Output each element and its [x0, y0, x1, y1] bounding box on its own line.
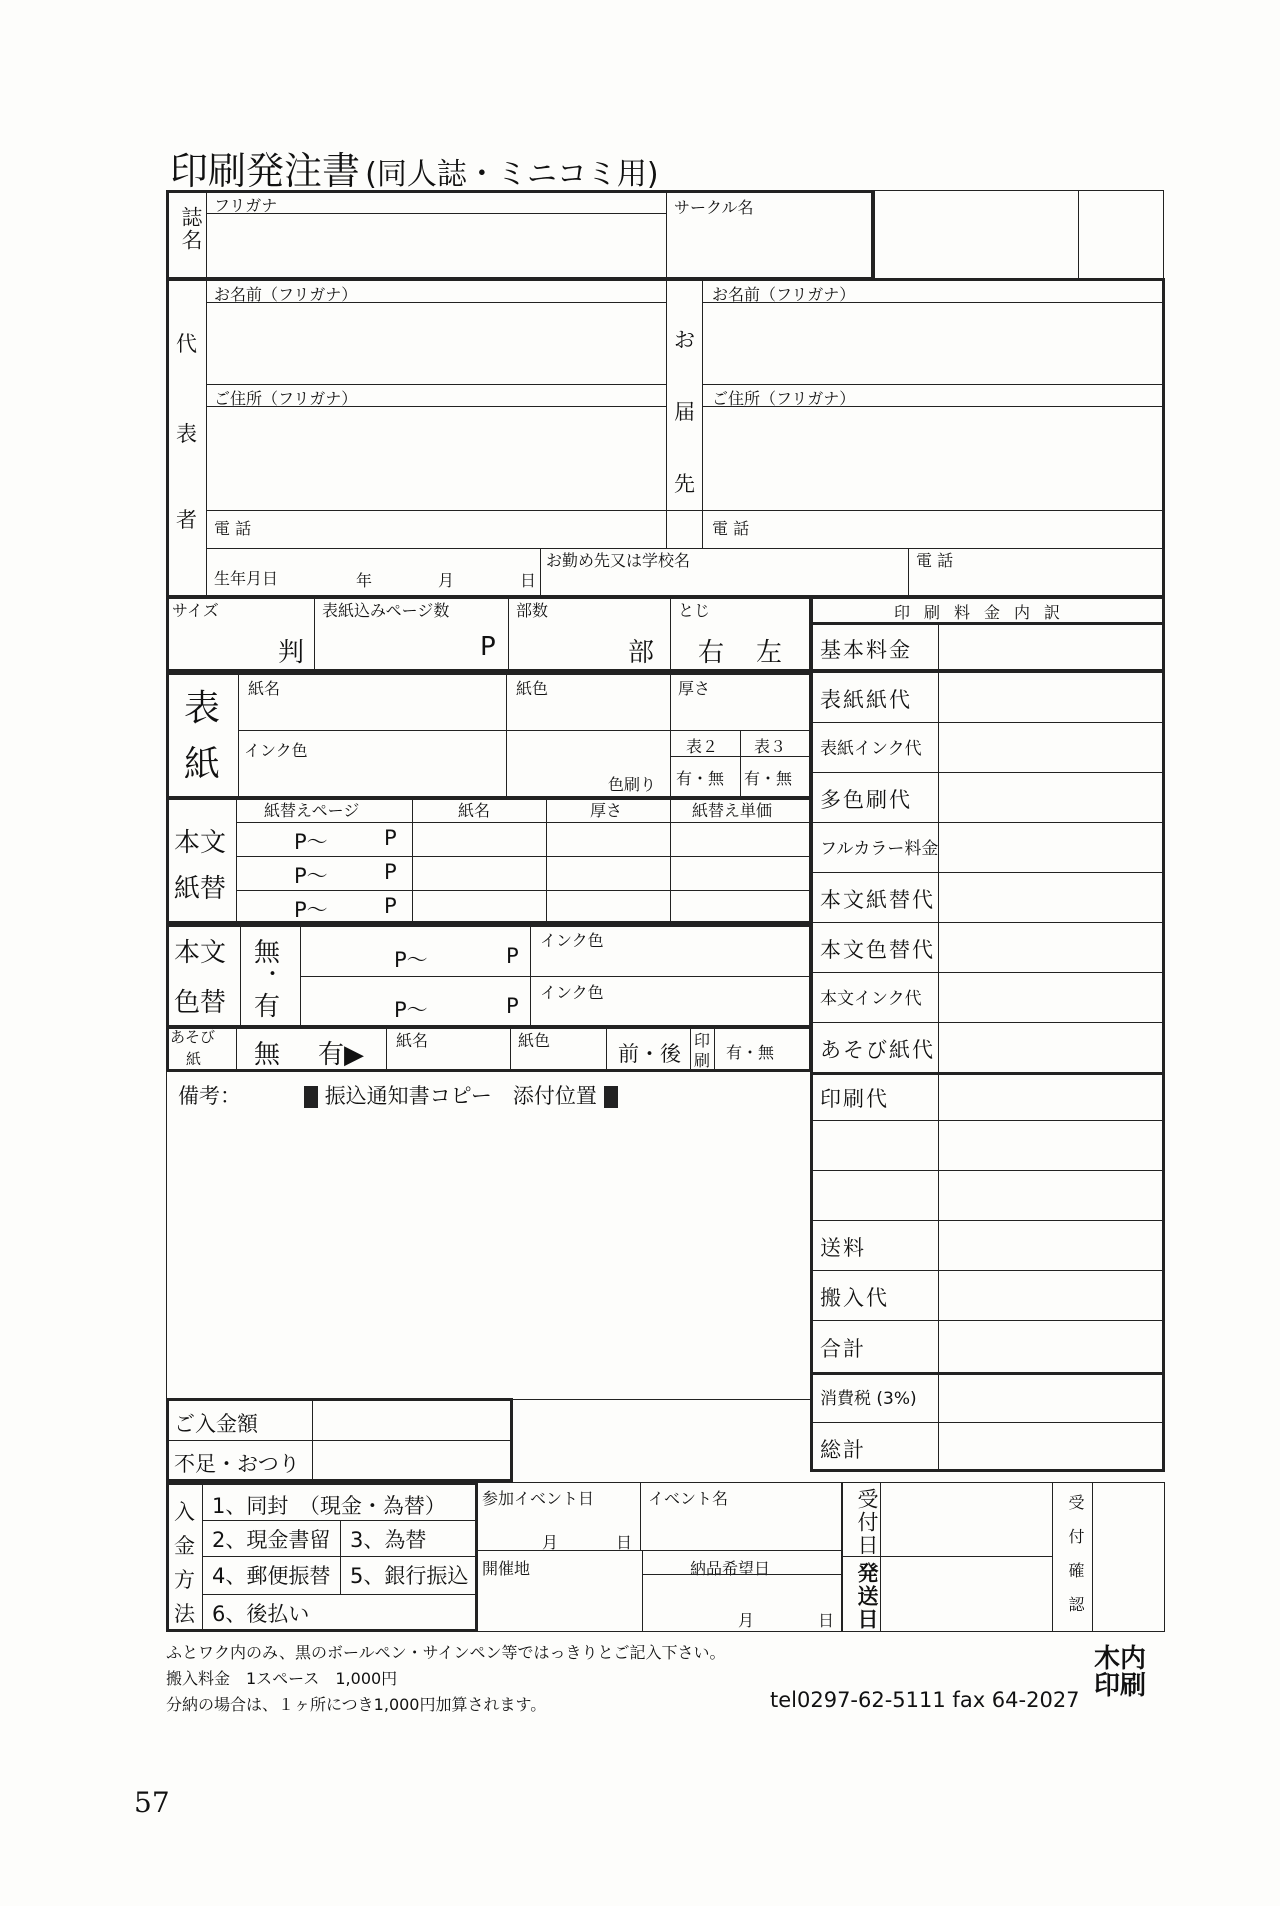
- fee-item-label: 表紙紙代: [820, 688, 912, 712]
- color-row1-ink: インク色: [540, 931, 604, 950]
- color-label-1: 本文: [174, 938, 227, 968]
- binding-right: 右: [698, 638, 725, 668]
- asobi-none: 無: [254, 1040, 281, 1070]
- replace-row1-from: P～: [294, 830, 328, 854]
- circle-name-label: サークル名: [674, 198, 754, 217]
- replace-row2-from: P～: [294, 864, 328, 888]
- method-4: 4、郵便振替: [212, 1564, 331, 1588]
- fee-item-label: 多色刷代: [820, 788, 912, 812]
- cover-paper-color: 紙色: [516, 679, 549, 698]
- event-day: 日: [616, 1533, 633, 1552]
- color-row2-to: P: [506, 994, 519, 1018]
- pages-unit: P: [480, 632, 496, 662]
- asobi-print-2: 刷: [694, 1051, 711, 1070]
- cover-h2: 表２: [686, 737, 719, 756]
- color-none: 無: [254, 938, 281, 968]
- color-label-2: 色替: [174, 988, 227, 1018]
- asobi-paper-name: 紙名: [396, 1031, 429, 1050]
- replace-row1-to: P: [384, 826, 397, 850]
- binding-label: とじ: [678, 601, 711, 620]
- footer-logo: [1094, 1646, 1146, 1700]
- thick-head: 厚さ: [590, 801, 623, 820]
- shipped-label: 発送日: [855, 1562, 879, 1631]
- shimei-label: 誌名: [179, 206, 203, 252]
- rep-address-label: ご住所（フリガナ）: [214, 389, 358, 408]
- footer-line3: 分納の場合は、１ヶ所につき1,000円加算されます。: [166, 1695, 547, 1714]
- footer-line1: ふとワク内のみ、黒のボールペン・サインペン等ではっきりとご記入下さい。: [166, 1643, 726, 1662]
- shortage-label: 不足・おつり: [174, 1452, 300, 1476]
- fee-item-label: 総計: [820, 1438, 866, 1462]
- asobi-print-1: 印: [694, 1031, 711, 1050]
- name-head: 紙名: [458, 801, 491, 820]
- cover-thickness: 厚さ: [678, 679, 711, 698]
- rep-char-2: 表: [176, 422, 197, 446]
- confirm-label: 受付確認: [1066, 1494, 1085, 1630]
- event-name-label: イベント名: [648, 1489, 729, 1508]
- delivery-day: 日: [818, 1611, 835, 1630]
- method-6: 6、後払い: [212, 1602, 310, 1626]
- work-label: お勤め先又は学校名: [546, 551, 691, 570]
- footer-contact: tel0297-62-5111 fax 64-2027: [770, 1688, 1080, 1712]
- phone2-label: 電 話: [916, 551, 954, 570]
- birth-day: 日: [520, 571, 537, 590]
- top-right-box: [874, 190, 1164, 280]
- logo-line1: 木内: [1094, 1644, 1147, 1674]
- pages-label: 表紙込みページ数: [322, 601, 450, 620]
- size-unit: 判: [278, 638, 305, 668]
- remarks-section: [166, 1070, 812, 1400]
- birth-year: 年: [356, 571, 373, 590]
- fee-item-label: 消費税 (3%): [820, 1389, 917, 1409]
- cover-paper-name: 紙名: [248, 679, 281, 698]
- fee-item-label: 印刷代: [820, 1087, 889, 1111]
- method-char-1: 入: [174, 1500, 195, 1524]
- remarks-note: [304, 1080, 618, 1110]
- replace-row3-to: P: [384, 894, 397, 918]
- venue-label: 開催地: [482, 1559, 531, 1578]
- asobi-yesno: 有・無: [726, 1043, 775, 1062]
- color-row2-from: P～: [394, 998, 428, 1022]
- method-char-3: 方: [174, 1568, 195, 1592]
- fee-header: 印刷料金内訳: [894, 603, 1075, 622]
- event-month: 月: [542, 1533, 559, 1552]
- method-3: 3、為替: [350, 1528, 427, 1552]
- cover-ink-color: インク色: [244, 741, 308, 760]
- logo-line2: 印刷: [1094, 1671, 1147, 1701]
- asobi-have: 有▶: [318, 1040, 364, 1070]
- received-label: 受付日: [855, 1488, 879, 1557]
- del-char-3: 先: [674, 472, 695, 496]
- page-number: 57: [134, 1786, 170, 1819]
- del-name-label: お名前（フリガナ）: [712, 285, 856, 304]
- asobi-label-1: あそび: [170, 1028, 216, 1046]
- cover-color-print: 色刷り: [608, 775, 657, 794]
- event-date-label: 参加イベント日: [482, 1489, 595, 1508]
- rep-char-1: 代: [176, 332, 197, 356]
- asobi-paper-color: 紙色: [518, 1031, 551, 1050]
- fee-item-label: 搬入代: [820, 1286, 889, 1310]
- cover-h2-yesno: 有・無: [676, 769, 725, 788]
- method-char-4: 法: [174, 1602, 195, 1626]
- cover-label-2: 紙: [184, 744, 221, 785]
- fee-item-label: 表紙インク代: [820, 739, 922, 759]
- fee-item-label: 合計: [820, 1337, 866, 1361]
- fee-item-label: 基本料金: [820, 638, 912, 662]
- method-1: 1、同封 （現金・為替）: [212, 1494, 446, 1518]
- rep-phone-label: 電 話: [214, 519, 252, 538]
- fee-item-label: 本文紙替代: [820, 888, 935, 912]
- rep-name-label: お名前（フリガナ）: [214, 285, 358, 304]
- method-char-2: 金: [174, 1534, 195, 1558]
- deposit-label: ご入金額: [174, 1412, 258, 1436]
- del-char-1: お: [674, 328, 695, 352]
- receipt-section: [842, 1482, 1165, 1632]
- asobi-front-back: 前・後: [618, 1042, 681, 1066]
- form-title: [170, 140, 659, 195]
- copies-unit: 部: [628, 638, 655, 668]
- color-row1-from: P～: [394, 948, 428, 972]
- color-have: 有: [254, 992, 281, 1022]
- fee-item-label: あそび紙代: [820, 1038, 935, 1062]
- unit-head: 紙替え単価: [692, 801, 773, 820]
- fee-item-label: 本文インク代: [820, 989, 922, 1009]
- birth-month: 月: [438, 571, 455, 590]
- del-phone-label: 電 話: [712, 519, 750, 538]
- cover-h3-yesno: 有・無: [744, 769, 793, 788]
- method-2: 2、現金書留: [212, 1528, 331, 1552]
- color-row2-ink: インク色: [540, 983, 604, 1002]
- fee-item-label: 送料: [820, 1236, 866, 1260]
- fee-item-label: 本文色替代: [820, 938, 935, 962]
- color-dot: ・: [262, 962, 283, 986]
- replace-row2-to: P: [384, 860, 397, 884]
- body-replace-label-2: 紙替: [174, 874, 227, 904]
- method-5: 5、銀行振込: [350, 1564, 469, 1588]
- footer-line2: 搬入料金 1スペース 1,000円: [166, 1669, 398, 1688]
- birth-label: 生年月日: [214, 569, 279, 588]
- cover-h3: 表３: [754, 737, 787, 756]
- color-row1-to: P: [506, 944, 519, 968]
- rep-char-3: 者: [176, 508, 197, 532]
- del-char-2: 届: [674, 400, 695, 424]
- furigana-label: フリガナ: [214, 196, 278, 215]
- asobi-label-2: 紙: [186, 1050, 202, 1068]
- page-head: 紙替えページ: [264, 801, 360, 820]
- remarks-label: 備考：: [178, 1084, 241, 1108]
- binding-left: 左: [756, 638, 783, 668]
- replace-row3-from: P～: [294, 898, 328, 922]
- title: 印刷発注書: [170, 149, 361, 193]
- body-replace-label-1: 本文: [174, 828, 227, 858]
- del-address-label: ご住所（フリガナ）: [712, 389, 856, 408]
- size-label: サイズ: [172, 601, 219, 620]
- delivery-date-label: 納品希望日: [690, 1559, 771, 1578]
- delivery-month: 月: [738, 1611, 755, 1630]
- fee-item-label: フルカラー料金: [820, 839, 939, 859]
- cover-label-1: 表: [184, 688, 221, 729]
- remarks-note-text: 振込通知書コピー 添付位置: [324, 1084, 597, 1108]
- subtitle: (同人誌・ミニコミ用): [365, 157, 659, 192]
- copies-label: 部数: [516, 601, 549, 620]
